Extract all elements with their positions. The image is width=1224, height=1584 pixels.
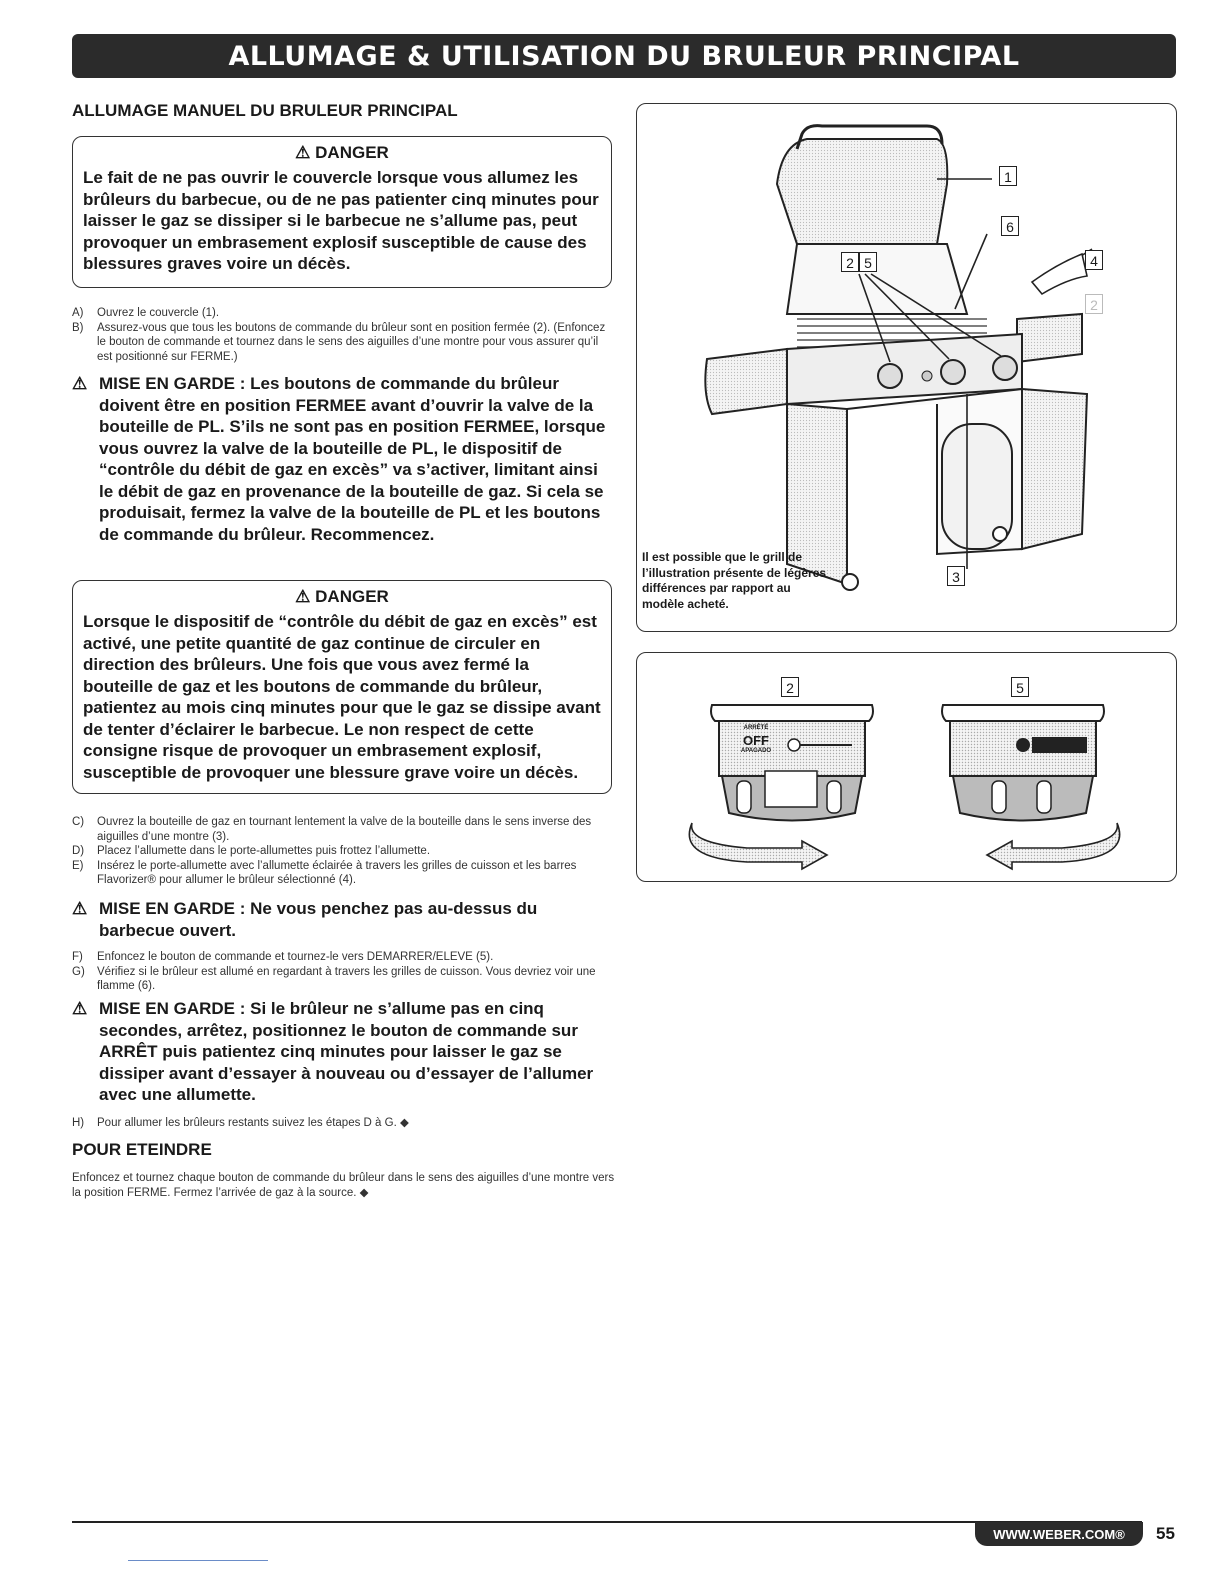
danger-body-2: Lorsque le dispositif de “contrôle du débit de gaz en excès” est activé, une petite quantité de gaz continue de circuler en direction des brûleurs. Une fois que vous avez fermé la bouteille de gaz et les boutons de commande du brûleur, patientez au mois cinq minutes pour que le gaz se dissipe avant de tenter d’éclairer le barbecue. Le non respect de cette consigne risque de provoquer un embrasement explosif, susceptible de provoquer une blessure grave voire un décès. [83,612,601,782]
callout-5: 5 [859,252,877,272]
warning-3 [72,998,612,1106]
step-text: Vérifiez si le brûleur est allumé en regardant à travers les grilles de cuisson. Vous devriez voir une flamme (6). [97,965,596,992]
step-item [72,306,612,321]
footer-url-text: WWW.WEBER.COM® [993,1526,1125,1542]
section-off-body: Enfoncez et tournez chaque bouton de commande du brûleur dans le sens des aiguilles d’une montre vers la position FERME. Fermez l’arrivée de gaz à la source. ◆ [72,1172,615,1199]
warning-icon: ⚠ [72,374,88,393]
step-item [72,859,612,888]
step-key: B) [72,321,84,334]
section-heading-off: POUR ETEINDRE [72,1140,212,1159]
step-item [72,844,612,859]
warning-text-3: MISE EN GARDE : Si le brûleur ne s’allume pas en cinq secondes, arrêtez, positionnez le bouton de commande sur ARRÊT puis patientez cinq minutes pour laisser le gaz se dissiper avant d’essayer à nouveau ou d’essayer de l’allumer avec une allumette. [99,999,594,1104]
step-text: Ouvrez le couvercle (1). [97,307,220,319]
step-key: E) [72,859,84,872]
step-text: Assurez-vous que tous les boutons de commande du brûleur sont en position fermée (2). (Enfoncez le bouton de commande et tournez dans le sens des aiguilles d’une montre pour vous assurer qu’il est positionné sur FERME.) [97,321,606,363]
callout-4: 4 [1085,250,1103,270]
warning-2 [72,898,592,941]
steps-list-ab [72,306,612,364]
steps-list-fg [72,950,612,994]
step-text: Placez l’allumette dans le porte-allumettes puis frottez l’allumette. [97,845,431,857]
steps-list-ce [72,815,612,888]
danger-title-1: ⚠ DANGER [295,143,389,162]
page-number: 55 [1156,1524,1175,1543]
callout-6: 6 [1001,216,1019,236]
step-key: G) [72,965,85,978]
callout-3: 3 [947,566,965,586]
warning-text-1: MISE EN GARDE : Les boutons de commande du brûleur doivent être en position FERMEE avant d’ouvrir la valve de la bouteille de PL. S’ils ne sont pas en position FERMEE, lorsque vous ouvrez la valve de la bouteille de PL, le dispositif de “contrôle du débit de gaz en excès” va s’activer, limitant ainsi le débit de gaz en provenance de la bouteille de gaz. Si cela se produisait, fermez la valve de la bouteille de PL et les boutons de commande du brûleur. Recommencez. [99,374,606,544]
knob-figure [636,652,1177,882]
page-banner [72,34,1176,78]
step-key: A) [72,307,84,319]
step-key: H) [72,1117,85,1129]
callout-1: 1 [999,166,1017,186]
steps-list-h [72,1116,612,1131]
danger-title-2: ⚠ DANGER [295,587,389,606]
link-underline [128,1560,268,1561]
knob-label-top: ARRÊTÉ [743,725,769,731]
danger-box-1 [72,136,612,288]
step-text: Insérez le porte-allumette avec l’allumette éclairée à travers les grilles de cuisson et les barres Flavorizer® pour allumer le brûleur sélectionné (4). [97,859,577,886]
step-item [72,950,612,965]
warning-icon: ⚠ [72,899,88,918]
footer-url[interactable] [975,1522,1143,1546]
step-key: C) [72,816,85,828]
warning-text-2: MISE EN GARDE : Ne vous penchez pas au-dessus du barbecue ouvert. [99,899,538,940]
step-key: D) [72,845,85,857]
step-item [72,965,612,994]
step-item [72,1116,612,1131]
danger-box-2 [72,580,612,794]
knob-label-bottom: APAGADO [740,748,772,754]
callout-knob-5: 5 [1011,677,1029,697]
danger-body-1: Le fait de ne pas ouvrir le couvercle lorsque vous allumez les brûleurs du barbecue, ou de ne pas patienter cinq minutes pour laisser le gaz se dissiper si le barbecue ne s’allume pas, peut provoquer un embrasement explosif susceptible de cause des blessures graves voire un décès. [83,168,599,273]
step-text: Enfoncez le bouton de commande et tournez-le vers DEMARRER/ELEVE (5). [97,951,494,963]
knob-illustration [637,653,1176,881]
callout-2: 2 [841,252,859,272]
figure-caption: Il est possible que le grill de l’illustration présente de légères différences par rapport au modèle acheté. [642,550,827,611]
banner-title: ALLUMAGE & UTILISATION DU BRULEUR PRINCIPAL [228,40,1020,72]
step-item [72,321,612,365]
warning-icon: ⚠ [72,999,88,1018]
step-text: Ouvrez la bouteille de gaz en tournant lentement la valve de la bouteille dans le sens inverse des aiguilles d’une montre (3). [97,816,592,843]
grill-figure [636,103,1177,632]
step-key: F) [72,951,83,963]
callout-2-ghost: 2 [1085,294,1103,314]
step-text: Pour allumer les brûleurs restants suivez les étapes D à G. ◆ [97,1117,409,1129]
step-item [72,815,612,844]
knob-label-off: OFF [743,733,769,748]
warning-1 [72,373,612,545]
callout-knob-2: 2 [781,677,799,697]
section-heading-lighting: ALLUMAGE MANUEL DU BRULEUR PRINCIPAL [72,101,458,120]
